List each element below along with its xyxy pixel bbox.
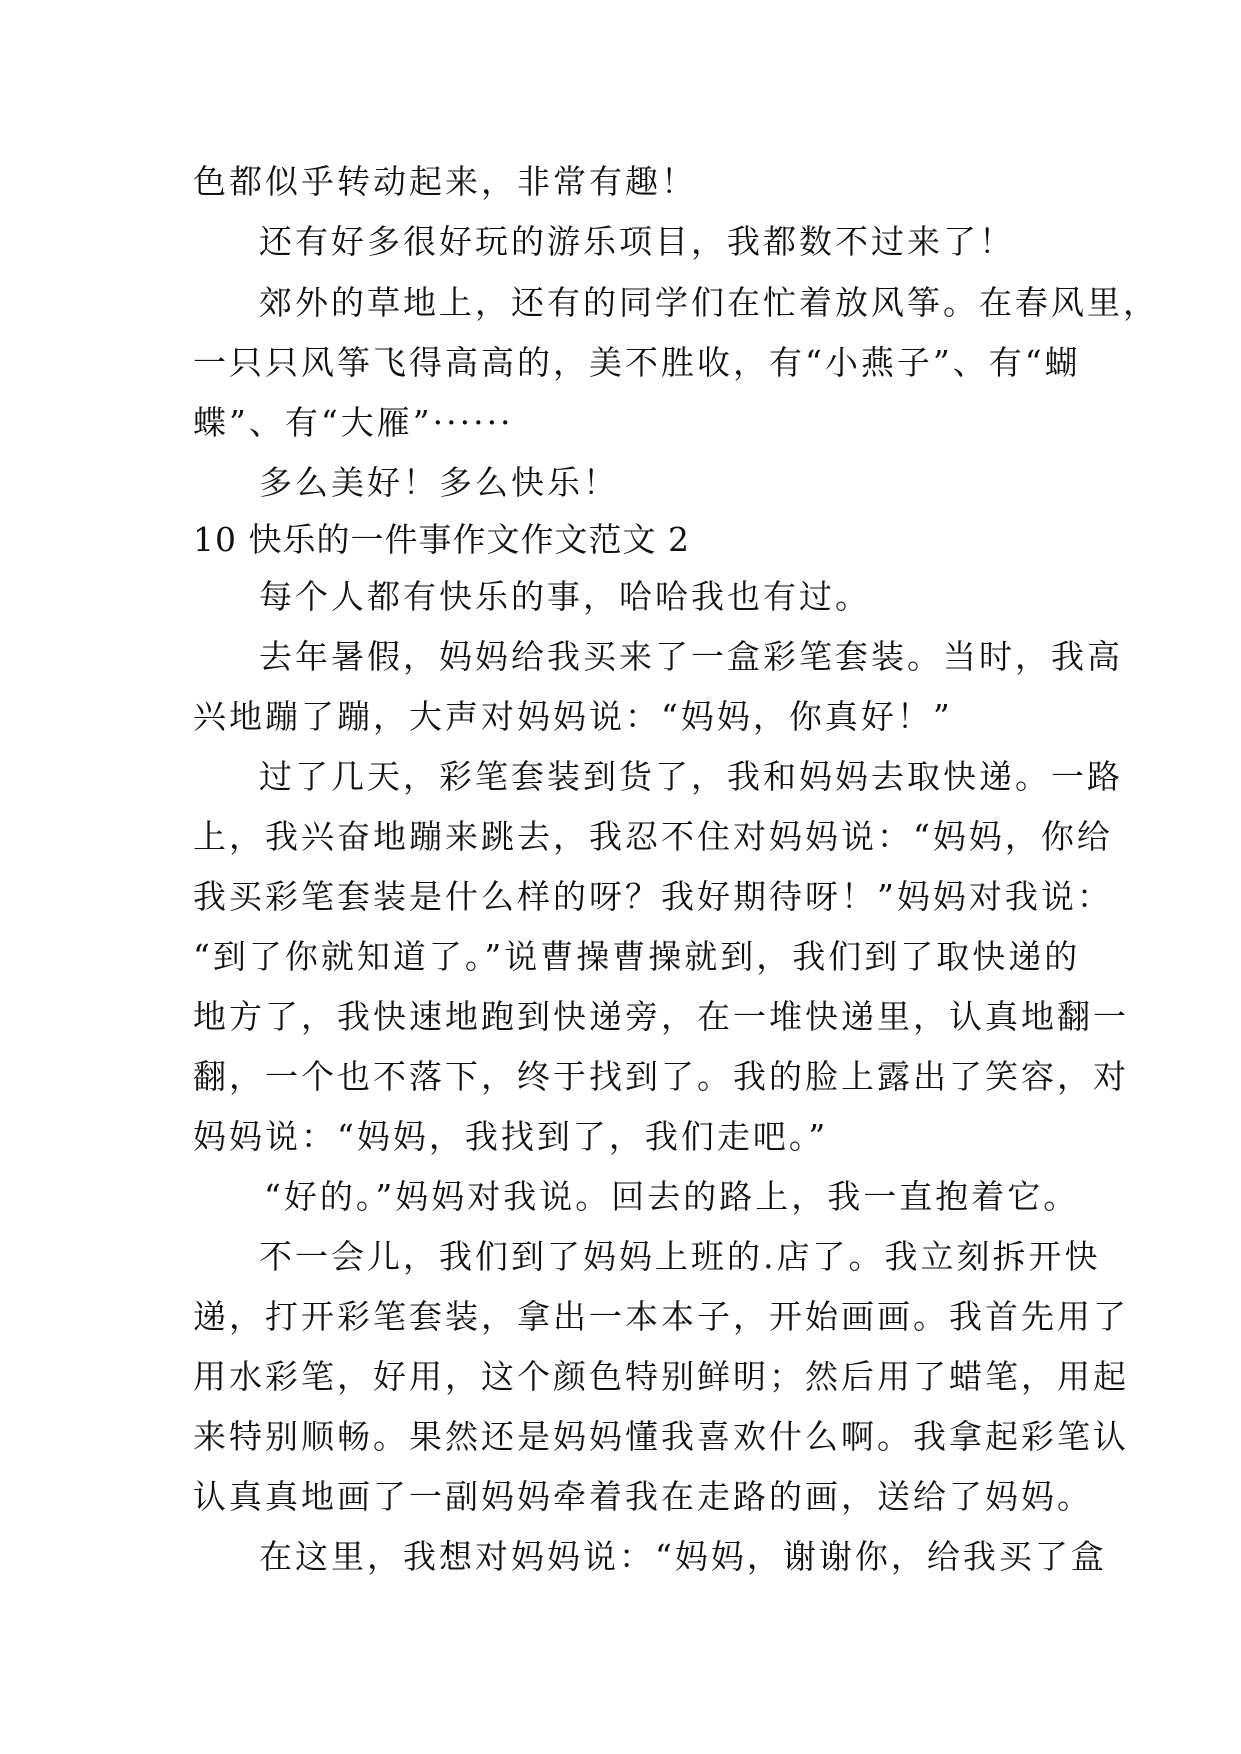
paragraph-line: 多么美好！多么快乐！ bbox=[259, 463, 619, 502]
paragraph-line: 郊外的草地上，还有的同学们在忙着放风筝。在春风里， bbox=[259, 283, 1159, 322]
paragraph-line: 每个人都有快乐的事，哈哈我也有过。 bbox=[259, 577, 871, 616]
section-heading: 10 快乐的一件事作文作文范文 2 bbox=[193, 520, 690, 559]
paragraph-line: 色都似乎转动起来，非常有趣！ bbox=[193, 162, 697, 201]
paragraph-line: 兴地蹦了蹦，大声对妈妈说：“妈妈，你真好！” bbox=[193, 697, 953, 736]
paragraph-line: 来特别顺畅。果然还是妈妈懂我喜欢什么啊。我拿起彩笔认 bbox=[193, 1417, 1129, 1456]
paragraph-line: 认真真地画了一副妈妈牵着我在走路的画，送给了妈妈。 bbox=[193, 1477, 1093, 1516]
paragraph-line: 妈妈说：“妈妈，我找到了，我们走吧。” bbox=[193, 1117, 829, 1156]
paragraph-line: 翻，一个也不落下，终于找到了。我的脸上露出了笑容，对 bbox=[193, 1057, 1129, 1096]
paragraph-line: 上，我兴奋地蹦来跳去，我忍不住对妈妈说：“妈妈，你给 bbox=[193, 817, 1113, 856]
paragraph-line: 递，打开彩笔套装，拿出一本本子，开始画画。我首先用了 bbox=[193, 1297, 1129, 1336]
paragraph-line: 还有好多很好玩的游乐项目，我都数不过来了！ bbox=[259, 222, 1015, 261]
paragraph-line: 在这里，我想对妈妈说：“妈妈，谢谢你，给我买了盒 bbox=[259, 1537, 1107, 1576]
paragraph-line: 过了几天，彩笔套装到货了，我和妈妈去取快递。一路 bbox=[259, 757, 1123, 796]
paragraph-line: 我买彩笔套装是什么样的呀？我好期待呀！”妈妈对我说： bbox=[193, 877, 1113, 916]
paragraph-line: 不一会儿，我们到了妈妈上班的.店了。我立刻拆开快 bbox=[259, 1237, 1101, 1276]
paragraph-line: “好的。”妈妈对我说。回去的路上，我一直抱着它。 bbox=[264, 1177, 1080, 1216]
paragraph-line: 地方了，我快速地跑到快递旁，在一堆快递里，认真地翻一 bbox=[193, 997, 1129, 1036]
paragraph-line: “到了你就知道了。”说曹操曹操就到，我们到了取快递的 bbox=[193, 937, 1081, 976]
paragraph-line: 去年暑假，妈妈给我买来了一盒彩笔套装。当时，我高 bbox=[259, 637, 1123, 676]
paragraph-line: 一只只风筝飞得高高的，美不胜收，有“小燕子”、有“蝴 bbox=[193, 343, 1081, 382]
paragraph-line: 蝶”、有“大雁”······ bbox=[193, 403, 514, 442]
paragraph-line: 用水彩笔，好用，这个颜色特别鲜明；然后用了蜡笔，用起 bbox=[193, 1357, 1129, 1396]
